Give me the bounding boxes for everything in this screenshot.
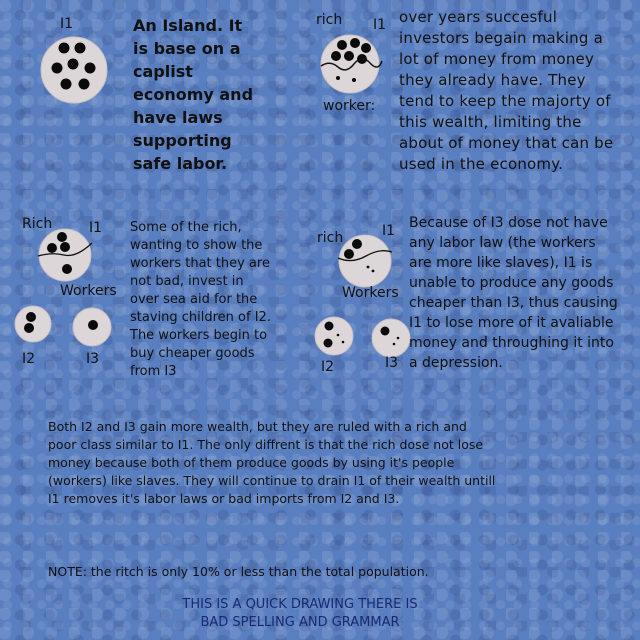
rich-person-dot <box>47 243 57 253</box>
island-label-i1: I1 <box>373 17 387 33</box>
rich-person-dot <box>344 51 354 61</box>
island-label-i2: I2 <box>321 359 335 375</box>
rich-person-dot <box>57 232 67 242</box>
rich-label: Rich <box>22 216 53 232</box>
panel4-description: Because of I3 dose not have any labor law (the workers are more like slaves), I1 is unable to produce any goods cheaper than I3, thus causing I1 to lose more of it avaliable money and throughing it into a depression. <box>409 215 618 371</box>
summary-paragraph: Both I2 and I3 gain more wealth, but they are ruled with a rich and poor class similar to I1. The only diffrent is that the rich dose not lose money because both of them produce goods by using it's people (workers) like slaves. They will continue to drain I1 of their wealth untill I1 removes it's labor laws or bad imports from I2 and I3. <box>48 419 496 506</box>
rich-person-dot <box>344 249 354 259</box>
island-label-i1: I1 <box>60 16 74 32</box>
workers-label: worker: <box>323 98 376 114</box>
rich-person-dot <box>60 242 70 252</box>
worker-person-dot <box>372 270 375 273</box>
rich-person-dot <box>352 239 362 249</box>
workers-label: Workers <box>342 285 399 301</box>
panel2-description: over years succesful investors begain making a lot of money from money they already have. They tend to keep the majorty of this wealth, limiting the about of money that can be used in the economy. <box>399 8 614 173</box>
person-dot <box>75 43 86 54</box>
person-dot <box>85 63 96 74</box>
rich-person-dot <box>361 43 371 53</box>
island-i1-diagram <box>40 36 110 106</box>
island-label-i3: I3 <box>86 351 100 367</box>
rich-label: rich <box>316 12 343 28</box>
worker-person-dot <box>62 264 72 274</box>
rich-person-dot <box>337 40 347 50</box>
population-note: NOTE: the ritch is only 10% or less than the total population. <box>48 564 429 579</box>
person-dot <box>79 79 90 90</box>
island-label-i2: I2 <box>22 351 36 367</box>
island-i2-diagram <box>14 305 54 345</box>
island-label-i3: I3 <box>385 355 399 371</box>
workers-label: Workers <box>60 283 117 299</box>
island-label-i1: I1 <box>382 223 396 239</box>
worker-person-dot <box>352 78 356 82</box>
rich-person-dot <box>331 51 341 61</box>
island-i2-diagram <box>314 316 356 358</box>
island-i3-diagram <box>72 307 114 349</box>
island-i1-diagram <box>338 234 394 290</box>
rich-label: rich <box>317 230 344 246</box>
rich-person-dot <box>350 38 360 48</box>
island-i1-circle <box>41 37 107 103</box>
person-dot <box>61 79 72 90</box>
spelling-disclaimer: THIS IS A QUICK DRAWING THERE IS BAD SPELLING AND GRAMMAR <box>182 597 418 630</box>
island-i3-diagram <box>371 318 413 360</box>
person-dot <box>68 59 79 70</box>
worker-person-dot <box>336 76 340 80</box>
panel3-description: Some of the rich, wanting to show the workers that they are not bad, invest in over sea aid for the staving children of I2. The workers begin to buy cheaper goods from I3 <box>130 220 271 379</box>
worker-person-dot <box>367 266 370 269</box>
panel1-description: An Island. It is base on a caplist economy and have laws supporting safe labor. <box>133 16 254 173</box>
island-i1-diagram <box>38 228 94 284</box>
person-dot <box>52 63 63 74</box>
island-i1-split-diagram <box>320 34 384 98</box>
person-dot <box>59 43 70 54</box>
island-label-i1: I1 <box>89 220 103 236</box>
